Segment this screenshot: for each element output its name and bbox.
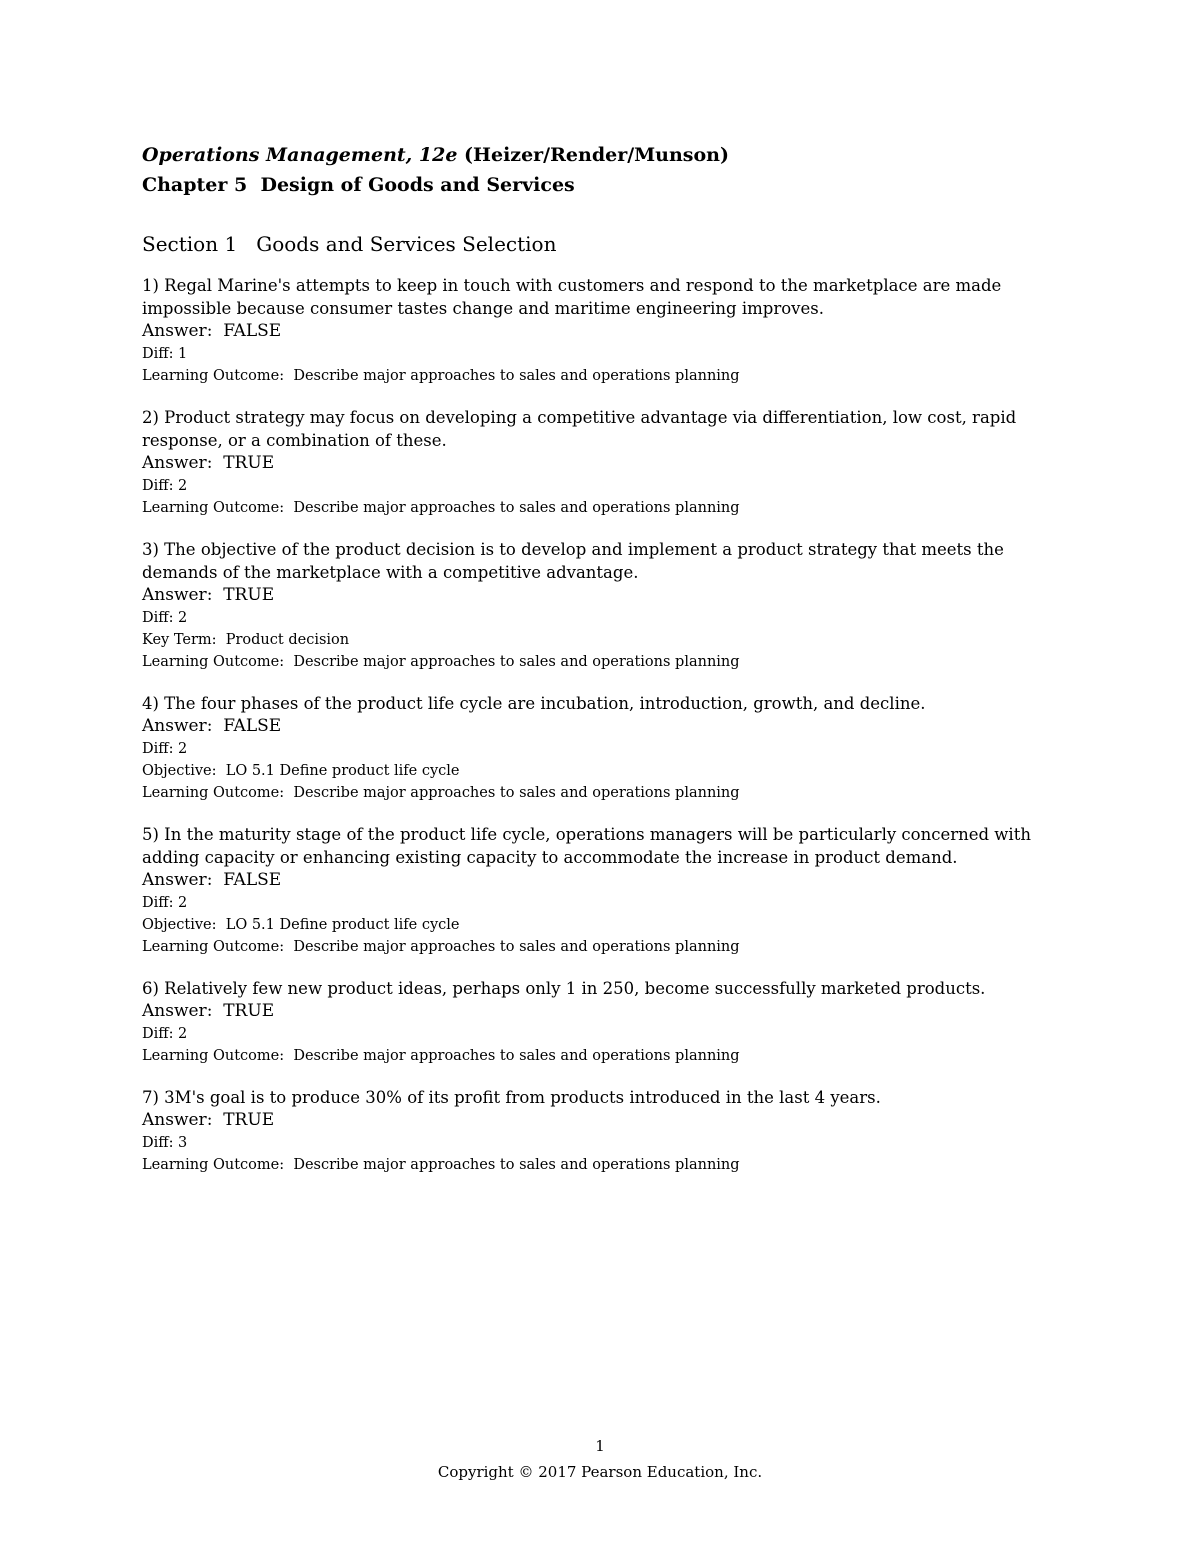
question-meta: Diff: 2 (142, 478, 188, 494)
question-text: 5) In the maturity stage of the product life cycle, operations managers will be particularly concerned with adding capacity or enhancing existing capacity to accommodate the increase in product demand. (142, 825, 1031, 867)
question-answer: Answer: FALSE (142, 716, 282, 736)
question-text: 2) Product strategy may focus on developing a competitive advantage via differentiation, low cost, rapid response, or a combination of these. (142, 408, 1017, 450)
question-meta: Learning Outcome: Describe major approaches to sales and operations planning (142, 654, 740, 670)
question-meta: Key Term: Product decision (142, 632, 350, 648)
question-text: 1) Regal Marine's attempts to keep in touch with customers and respond to the marketplace are made impossible because consumer tastes change and maritime engineering improves. (142, 276, 1002, 318)
question-meta: Objective: LO 5.1 Define product life cycle (142, 763, 460, 779)
question-meta: Learning Outcome: Describe major approaches to sales and operations planning (142, 1048, 740, 1064)
question-list (142, 274, 1062, 1176)
question-answer: Answer: FALSE (142, 321, 282, 341)
question-meta: Diff: 2 (142, 741, 188, 757)
question-meta: Learning Outcome: Describe major approaches to sales and operations planning (142, 1157, 740, 1173)
question-answer: Answer: TRUE (142, 453, 275, 473)
question-meta: Learning Outcome: Describe major approaches to sales and operations planning (142, 368, 740, 384)
question-answer: Answer: TRUE (142, 1001, 275, 1021)
book-title-line (142, 140, 1062, 170)
question-answer: Answer: FALSE (142, 870, 282, 890)
question-item (142, 274, 1062, 387)
book-authors: (Heizer/Render/Munson) (464, 144, 729, 166)
book-title: Operations Management, 12e (142, 144, 458, 166)
question-meta: Diff: 3 (142, 1135, 188, 1151)
question-item (142, 538, 1062, 673)
question-item (142, 1086, 1062, 1176)
question-meta: Diff: 2 (142, 610, 188, 626)
question-meta: Learning Outcome: Describe major approaches to sales and operations planning (142, 785, 740, 801)
question-text: 4) The four phases of the product life cycle are incubation, introduction, growth, and decline. (142, 694, 926, 713)
question-text: 3) The objective of the product decision is to develop and implement a product strategy that meets the demands of the marketplace with a competitive advantage. (142, 540, 1004, 582)
question-meta: Learning Outcome: Describe major approaches to sales and operations planning (142, 939, 740, 955)
chapter-title: Chapter 5 Design of Goods and Services (142, 174, 575, 196)
question-item (142, 406, 1062, 519)
question-text: 7) 3M's goal is to produce 30% of its profit from products introduced in the last 4 years. (142, 1088, 881, 1107)
question-answer: Answer: TRUE (142, 1110, 275, 1130)
question-item (142, 823, 1062, 958)
question-meta: Objective: LO 5.1 Define product life cycle (142, 917, 460, 933)
question-text: 6) Relatively few new product ideas, perhaps only 1 in 250, become successfully marketed products. (142, 979, 986, 998)
copyright-notice: Copyright © 2017 Pearson Education, Inc. (437, 1463, 763, 1481)
page-number: 1 (595, 1437, 605, 1455)
question-meta: Diff: 2 (142, 1026, 188, 1042)
question-item (142, 692, 1062, 804)
question-item (142, 977, 1062, 1067)
question-meta: Diff: 2 (142, 895, 188, 911)
document-page (142, 140, 1062, 1195)
question-meta: Diff: 1 (142, 346, 188, 362)
question-answer: Answer: TRUE (142, 585, 275, 605)
section-title: Section 1 Goods and Services Selection (142, 232, 557, 256)
question-meta: Learning Outcome: Describe major approaches to sales and operations planning (142, 500, 740, 516)
